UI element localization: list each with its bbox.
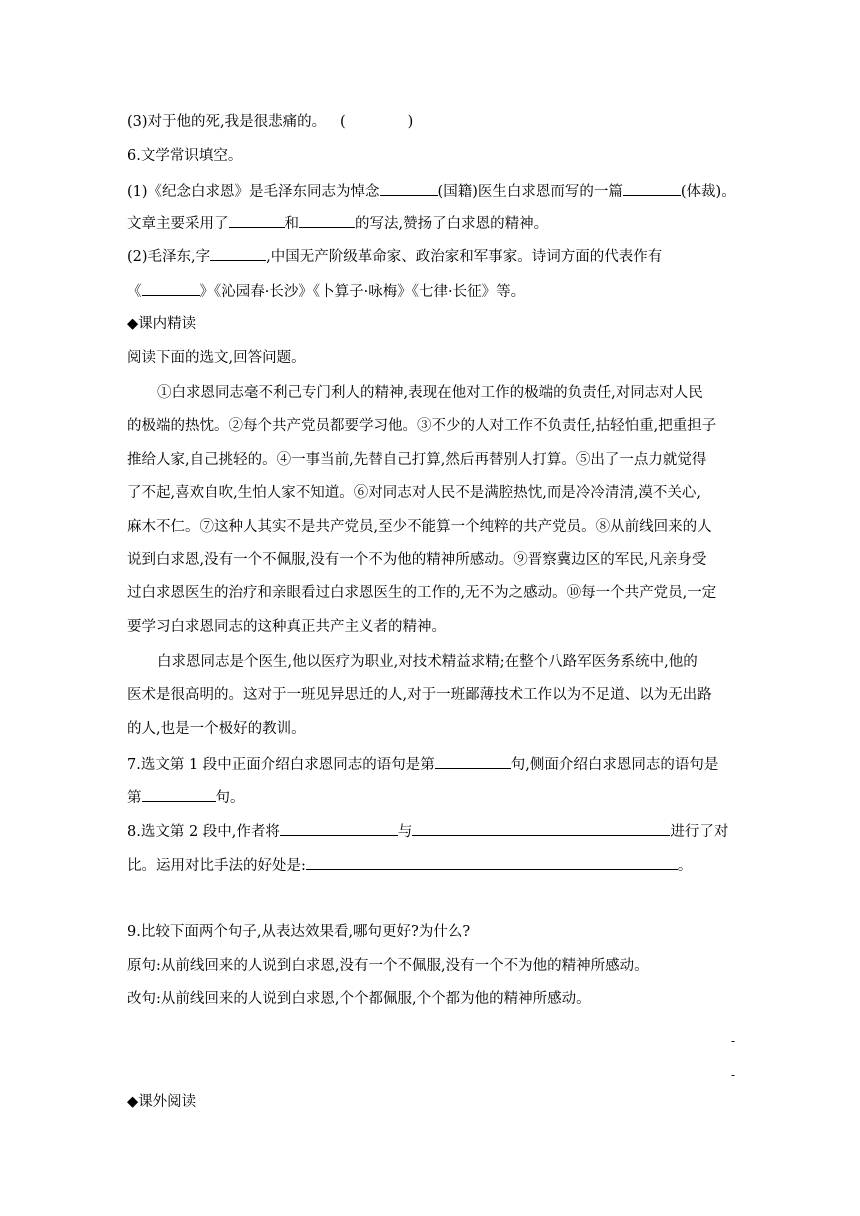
q5-item3-text: (3)对于他的死,我是很悲痛的。: [127, 114, 327, 130]
blank-positive-sentence[interactable]: [435, 753, 511, 769]
passage-p1-line: 了不起,喜欢自吹,生怕人家不知道。⑥对同志对人民不是满腔热忱,而是冷冷清清,漠不关心,: [127, 485, 702, 501]
blank-contrast-b[interactable]: [412, 820, 670, 836]
q6-p1d: 文章主要采用了: [127, 216, 229, 232]
q6-p2b: ,中国无产阶级革命家、政治家和军事家。诗词方面的代表作有: [266, 249, 663, 265]
passage-p2-line: 的人,也是一个极好的教训。: [127, 721, 306, 737]
blank-contrast-benefit[interactable]: [306, 854, 678, 870]
q8-c: 进行了对: [670, 824, 729, 840]
q6-p1f: 的写法,赞扬了白求恩的精神。: [355, 216, 549, 232]
passage-p1-line: 的极端的热忱。②每个共产党员都要学习他。③不少的人对工作不负责任,拈轻怕重,把重担子: [127, 418, 717, 434]
blank-genre[interactable]: [623, 180, 681, 196]
blank-method-2[interactable]: [299, 212, 355, 228]
answer-paren-close: ): [407, 114, 414, 130]
answer-paren-open: (: [339, 114, 346, 130]
q7-a: 7.选文第 1 段中正面介绍白求恩同志的语句是第: [127, 757, 435, 773]
blank-courtesy-name[interactable]: [210, 245, 266, 261]
passage-p1-line: ①白求恩同志毫不利己专门利人的精神,表现在他对工作的极端的负责任,对同志对人民: [157, 385, 703, 401]
q8-a: 8.选文第 2 段中,作者将: [127, 824, 280, 840]
q6-line4: [127, 280, 525, 302]
blank-method-1[interactable]: [229, 212, 285, 228]
section-extracurricular-reading: ◆课外阅读: [127, 1094, 197, 1110]
q6-p1c: (体裁)。: [680, 184, 736, 200]
q7-line2: [127, 786, 245, 808]
q8-b: 与: [397, 824, 413, 840]
answer-line-mark: -: [731, 1068, 736, 1082]
blank-nationality[interactable]: [380, 180, 438, 196]
q6-line2: [127, 212, 548, 234]
blank-poem-title[interactable]: [142, 280, 200, 296]
q9-title: 9.比较下面两个句子,从表达效果看,哪句更好?为什么?: [127, 924, 471, 940]
q6-p1e: 和: [284, 216, 299, 232]
q6-line3: [127, 245, 662, 267]
blank-side-sentence[interactable]: [142, 786, 216, 802]
q9-revised-sentence: 改句:从前线回来的人说到白求恩,个个都佩服,个个都为他的精神所感动。: [127, 991, 591, 1007]
q8-d: 比。运用对比手法的好处是:: [127, 858, 306, 874]
q5-item3: [127, 112, 413, 132]
passage-p1-line: 推给人家,自己挑轻的。④一事当前,先替自己打算,然后再替别人打算。⑤出了一点力就觉得: [127, 452, 707, 468]
blank-contrast-a[interactable]: [280, 820, 398, 836]
q6-title: 6.文学常识填空。: [127, 148, 243, 164]
passage-p1-line: 要学习白求恩同志的这种真正共产主义者的精神。: [127, 619, 446, 635]
q8-line1: [127, 820, 728, 842]
q6-p2a: (2)毛泽东,字: [127, 249, 211, 265]
q6-p1b: (国籍)医生白求恩而写的一篇: [437, 184, 623, 200]
q7-b: 句,侧面介绍白求恩同志的语句是: [510, 757, 719, 773]
q7-c: 第: [127, 790, 142, 806]
passage-p2-line: 白求恩同志是个医生,他以医疗为职业,对技术精益求精;在整个八路军医务系统中,他的: [157, 654, 698, 670]
q6-line1: [127, 180, 736, 202]
q6-p2d: 》《沁园春·长沙》《卜算子·咏梅》《七律·长征》等。: [199, 284, 526, 300]
q6-p2c: 《: [127, 284, 142, 300]
q7-line1: [127, 753, 718, 775]
answer-line-mark: -: [731, 1034, 736, 1048]
q6-p1a: (1)《纪念白求恩》是毛泽东同志为悼念: [127, 184, 380, 200]
q7-d: 句。: [215, 790, 245, 806]
q8-line2: [127, 854, 692, 876]
reading-instruction: 阅读下面的选文,回答问题。: [127, 350, 306, 366]
q9-original-sentence: 原句:从前线回来的人说到白求恩,没有一个不佩服,没有一个不为他的精神所感动。: [127, 958, 649, 974]
passage-p1-line: 说到白求恩,没有一个不佩服,没有一个不为他的精神所感动。⑨晋察冀边区的军民,凡亲身受: [127, 552, 707, 568]
passage-p1-line: 过白求恩医生的治疗和亲眼看过白求恩医生的工作的,无不为之感动。⑩每一个共产党员,一定: [127, 585, 717, 601]
section-inclass-reading: ◆课内精读: [127, 316, 197, 332]
q8-e: 。: [677, 858, 693, 874]
passage-p2-line: 医术是很高明的。这对于一班见异思迁的人,对于一班鄙薄技术工作以为不足道、以为无出路: [127, 687, 712, 703]
passage-p1-line: 麻木不仁。⑦这种人其实不是共产党员,至少不能算一个纯粹的共产党员。⑧从前线回来的人: [127, 519, 712, 535]
